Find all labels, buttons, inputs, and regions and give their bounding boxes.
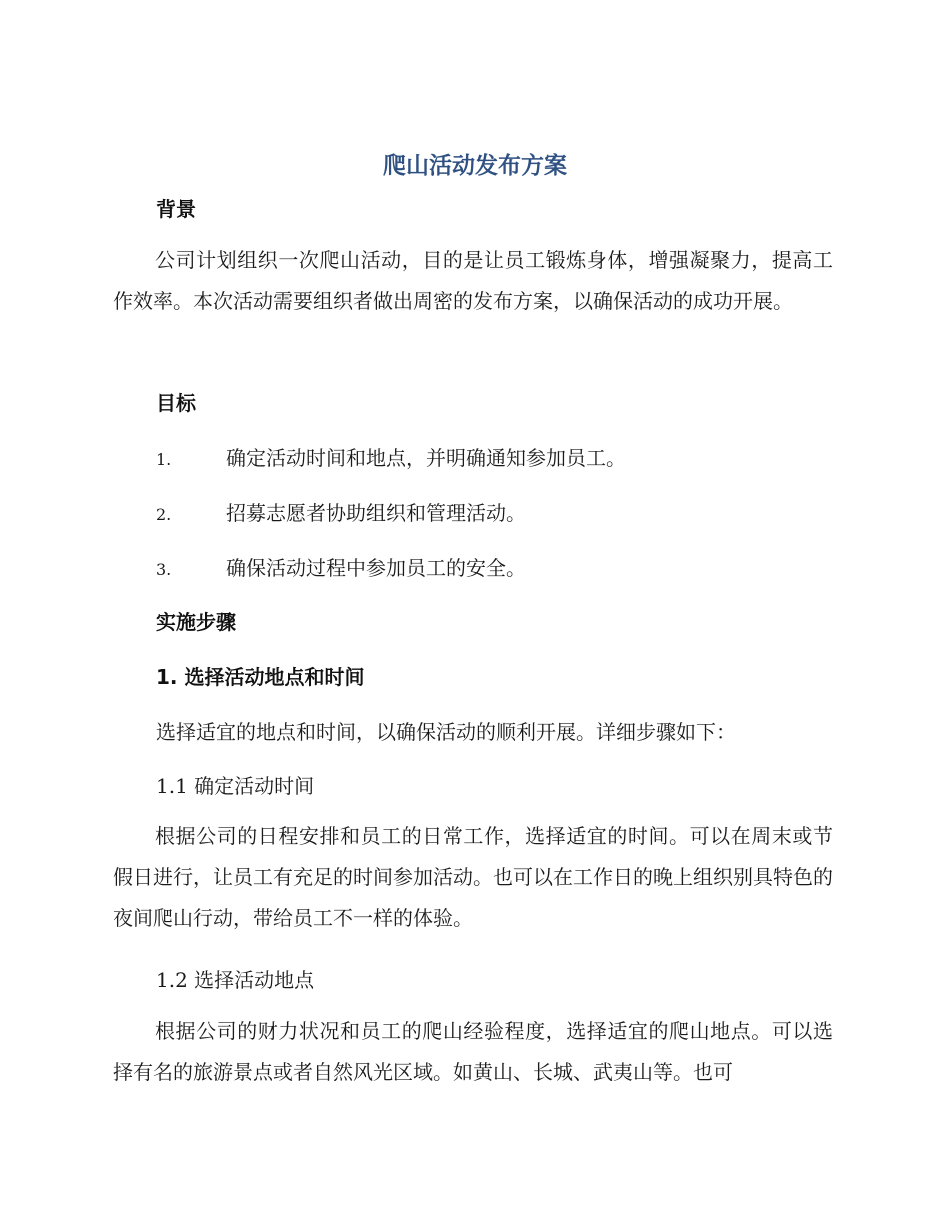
list-item-number: 2. [156,505,172,524]
list-item-text: 确保活动过程中参加员工的安全。 [226,556,526,580]
subheading-1-1: 1.1 确定活动时间 [156,774,315,798]
step1-intro: 选择适宜的地点和时间，以确保活动的顺利开展。详细步骤如下： [156,720,736,744]
heading-step1: 1. 选择活动地点和时间 [156,665,365,689]
list-item-number: 3. [156,560,172,579]
paragraph-background: 公司计划组织一次爬山活动，目的是让员工锻炼身体，增强凝聚力，提高工作效率。本次活动需要组织者做出周密的发布方案，以确保活动的成功开展。 [113,248,833,313]
list-item [156,442,626,471]
document-title: 爬山活动发布方案 [383,153,567,179]
subheading-1-2: 1.2 选择活动地点 [156,968,315,992]
list-item [156,552,526,581]
paragraph-1-1: 根据公司的日程安排和员工的日常工作，选择适宜的时间。可以在周末或节假日进行，让员工有充足的时间参加活动。也可以在工作日的晚上组织别具特色的夜间爬山行动，带给员工不一样的体验。 [113,824,833,930]
list-item-text: 确定活动时间和地点，并明确通知参加员工。 [226,446,626,470]
list-item [156,497,526,526]
heading-goals [156,387,196,416]
heading-steps: 实施步骤 [156,610,236,634]
heading-background: 背景 [156,197,196,221]
list-item-number: 1. [156,450,172,469]
paragraph-1-2: 根据公司的财力状况和员工的爬山经验程度，选择适宜的爬山地点。可以选择有名的旅游景点或者自然风光区域。如黄山、长城、武夷山等。也可 [113,1019,833,1084]
heading-goals-text: 目标 [156,391,196,415]
list-item-text: 招募志愿者协助组织和管理活动。 [226,501,526,525]
